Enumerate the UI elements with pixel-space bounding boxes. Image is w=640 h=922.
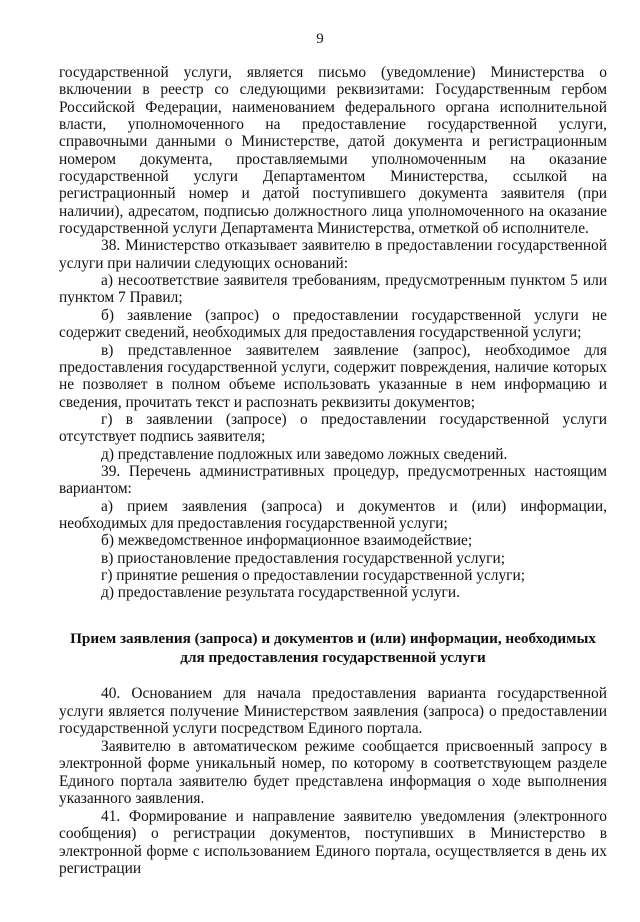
- list-item-39b: б) межведомственное информационное взаимодействие;: [101, 532, 473, 550]
- list-item-39v: в) приостановление предоставления государственной услуги;: [101, 549, 506, 567]
- list-item-39g: г) принятие решения о предоставлении государственной услуги;: [101, 566, 526, 584]
- paragraph-40: 40. Основанием для начала предоставления варианта государственной услуги является получение Министерством заявления (запроса) о предоставлении государственной услуги посредством Единого портала.: [59, 685, 607, 737]
- list-item-38a: а) несоответствие заявителя требованиям, предусмотренным пунктом 5 или пунктом 7 Правил;: [59, 272, 607, 307]
- paragraph-40-notice: Заявителю в автоматическом режиме сообщается присвоенный запросу в электронной форме уникальный номер, по которому в соответствующем разделе Единого портала заявителю будет представлена информация о ходе выполнения указанного заявления.: [59, 737, 607, 807]
- body-section-1: [59, 64, 607, 602]
- section-heading: Прием заявления (запроса) и документов и (или) информации, необходимых для предоставления государственной услуги: [70, 630, 596, 666]
- paragraph-41: 41. Формирование и направление заявителю уведомления (электронного сообщения) о регистрации документов, поступивших в Министерство в электронной форме с использованием Единого портала, осуществляется в день их регистрации: [59, 807, 607, 877]
- paragraph-continuation: государственной услуги, является письмо (уведомление) Министерства о включении в реестр со следующими реквизитами: Государственным гербом Российской Федерации, наименованием федерального органа исполнительной власти, уполномоченного на предоставление государственной услуги, справочными данными о Министерстве, датой документа и регистрационным номером документа, проставляемыми уполномоченным на оказание государственной услуги Департаментом Министерства, ссылкой на регистрационный номер и датой поступившего документа заявителя (при наличии), адресатом, подписью должностного лица уполномоченного на оказание государственной услуги Департамента Министерства, отметкой об исполнителе.: [59, 64, 607, 238]
- paragraph-39: 39. Перечень административных процедур, предусмотренных настоящим вариантом:: [59, 462, 607, 498]
- list-item-38g: г) в заявлении (запросе) о предоставлении государственной услуги отсутствует подпись заявителя;: [59, 410, 607, 446]
- paragraph-38: 38. Министерство отказывает заявителю в предоставлении государственной услуги при наличии следующих оснований:: [59, 237, 607, 272]
- list-item-39a: а) прием заявления (запроса) и документов и (или) информации, необходимых для предоставления государственной услуги;: [59, 497, 607, 532]
- list-item-39d: д) предоставление результата государственной услуги.: [101, 584, 460, 602]
- list-item-38d: д) представление подложных или заведомо ложных сведений.: [101, 445, 508, 463]
- list-item-38v: в) представленное заявителем заявление (запрос), необходимое для предоставления государственной услуги, содержит повреждения, наличие которых не позволяет в полном объеме использовать указанные в нем информацию и сведения, прочитать текст и распознать реквизиты документов;: [59, 341, 607, 411]
- body-section-2: [59, 685, 607, 878]
- page-number: 9: [316, 31, 324, 47]
- list-item-38b: б) заявление (запрос) о предоставлении государственной услуги не содержит сведений, необходимых для предоставления государственной услуги;: [59, 306, 607, 342]
